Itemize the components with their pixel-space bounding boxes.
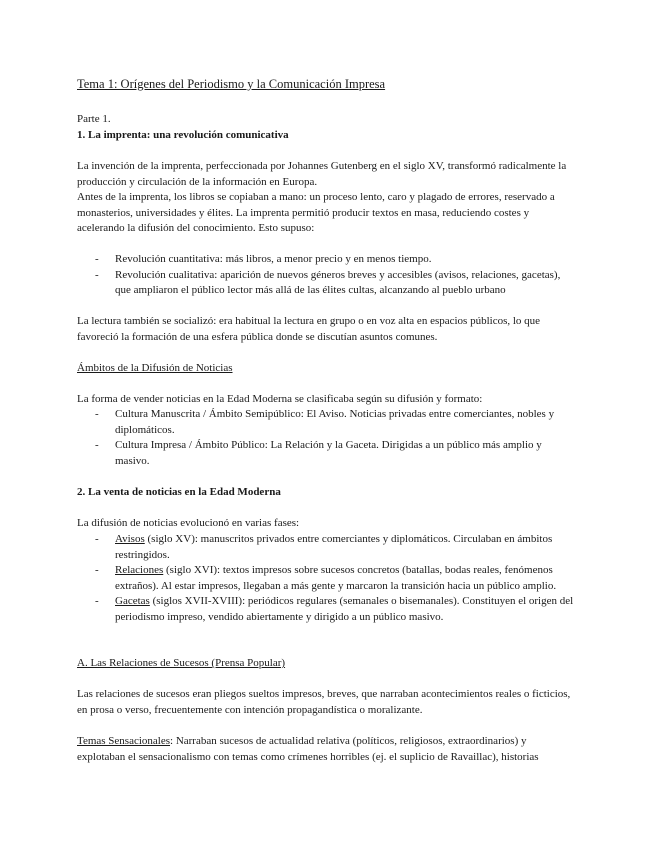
section-1-paragraph-3: La lectura también se socializó: era habitual la lectura en grupo o en voz alta en espacios públicos, lo que favoreció la formación de una esfera pública donde se discutían asuntos comunes. [77, 315, 541, 343]
list-item-text: Cultura Manuscrita / Ámbito Semipúblico: El Aviso. Noticias privadas entre comerciantes, nobles y diplomáticos. [115, 408, 555, 436]
section-1-paragraph-1: La invención de la imprenta, perfeccionada por Johannes Gutenberg en el siglo XV, transformó radicalmente la producción y circulación de la información en Europa. [77, 160, 567, 188]
section-1-list [77, 252, 577, 299]
list-item-term: Relaciones [115, 564, 164, 576]
list-item: - Gacetas (siglos XVII-XVIII): periódicos regulares (semanales o bisemanales). Constituyen el origen del periodismo impreso, vendido abiertamente y dirigido a un público masivo. [95, 595, 574, 623]
list-item: - Cultura Manuscrita / Ámbito Semipúblico: El Aviso. Noticias privadas entre comerciantes, nobles y diplomáticos. [95, 408, 555, 436]
part-label: Parte 1. [77, 113, 111, 125]
section-1-paragraph-2: Antes de la imprenta, los libros se copiaban a mano: un proceso lento, caro y plagado de errores, reservado a monasterios, universidades y élites. La imprenta permitió producir textos en masa, reduciendo costes y acelerando la difusión del conocimiento. Esto supuso: [77, 191, 555, 234]
section-2-list [77, 532, 577, 625]
list-item-term: Gacetas [115, 595, 150, 607]
paragraph-text: : Narraban sucesos de actualidad relativa (políticos, religiosos, extraordinarios) y explotaban el sensacionalismo con temas como crímenes horribles (ej. el suplicio de Ravaillac), historias [77, 735, 539, 763]
list-item-text: Revolución cualitativa: aparición de nuevos géneros breves y accesibles (avisos, relaciones, gacetas), que ampliaron el público lector más allá de las élites cultas, alcanzando al pueblo urbano [115, 268, 561, 296]
section-a-heading: A. Las Relaciones de Sucesos (Prensa Popular) [77, 657, 286, 669]
list-item-text: (siglo XV): manuscritos privados entre comerciantes y diplomáticos. Circulaban en ámbitos restringidos. [115, 533, 553, 561]
paragraph-term: Temas Sensacionales [77, 735, 171, 747]
ambitos-list [77, 407, 577, 469]
ambitos-intro: La forma de vender noticias en la Edad Moderna se clasificaba según su difusión y formato: [77, 393, 483, 405]
list-item-text: (siglo XVI): textos impresos sobre sucesos concretos (batallas, bodas reales, fenómenos extraños). Al estar impresos, llegaban a más gente y marcaron la transición hacia un público amplio. [115, 564, 557, 592]
section-a-paragraph-1: Las relaciones de sucesos eran pliegos sueltos impresos, breves, que narraban acontecimientos reales o ficticios, en prosa o verso, frecuentemente con intención propagandística o moralizante. [77, 688, 571, 716]
list-item-text: Revolución cuantitativa: más libros, a menor precio y en menos tiempo. [115, 253, 432, 265]
list-item: - Revolución cuantitativa: más libros, a menor precio y en menos tiempo. [95, 253, 432, 265]
list-item: - Cultura Impresa / Ámbito Público: La Relación y la Gaceta. Dirigidas a un público más amplio y masivo. [95, 439, 542, 467]
list-item: - Relaciones (siglo XVI): textos impresos sobre sucesos concretos (batallas, bodas reales, fenómenos extraños). Al estar impresos, llegaban a más gente y marcaron la transición hacia un público amplio. [95, 564, 557, 592]
section-a-paragraph-2 [77, 734, 577, 765]
section-1-heading: 1. La imprenta: una revolución comunicativa [77, 129, 289, 141]
list-item-text: Cultura Impresa / Ámbito Público: La Relación y la Gaceta. Dirigidas a un público más amplio y masivo. [115, 439, 542, 467]
list-item-text: (siglos XVII-XVIII): periódicos regulares (semanales o bisemanales). Constituyen el origen del periodismo impreso, vendido abiertamente y dirigido a un público masivo. [115, 595, 574, 623]
ambitos-heading: Ámbitos de la Difusión de Noticias [77, 362, 233, 374]
list-item: - Avisos (siglo XV): manuscritos privados entre comerciantes y diplomáticos. Circulaban en ámbitos restringidos. [95, 533, 553, 561]
document-title: Tema 1: Orígenes del Periodismo y la Comunicación Impresa [77, 77, 386, 91]
section-2-heading: 2. La venta de noticias en la Edad Moderna [77, 486, 281, 498]
list-item-term: Avisos [115, 533, 145, 545]
section-2-intro: La difusión de noticias evolucionó en varias fases: [77, 517, 300, 529]
list-item: - Revolución cualitativa: aparición de nuevos géneros breves y accesibles (avisos, relaciones, gacetas), que ampliaron el público lector más allá de las élites cultas, alcanzando al pueblo urbano [95, 268, 561, 296]
